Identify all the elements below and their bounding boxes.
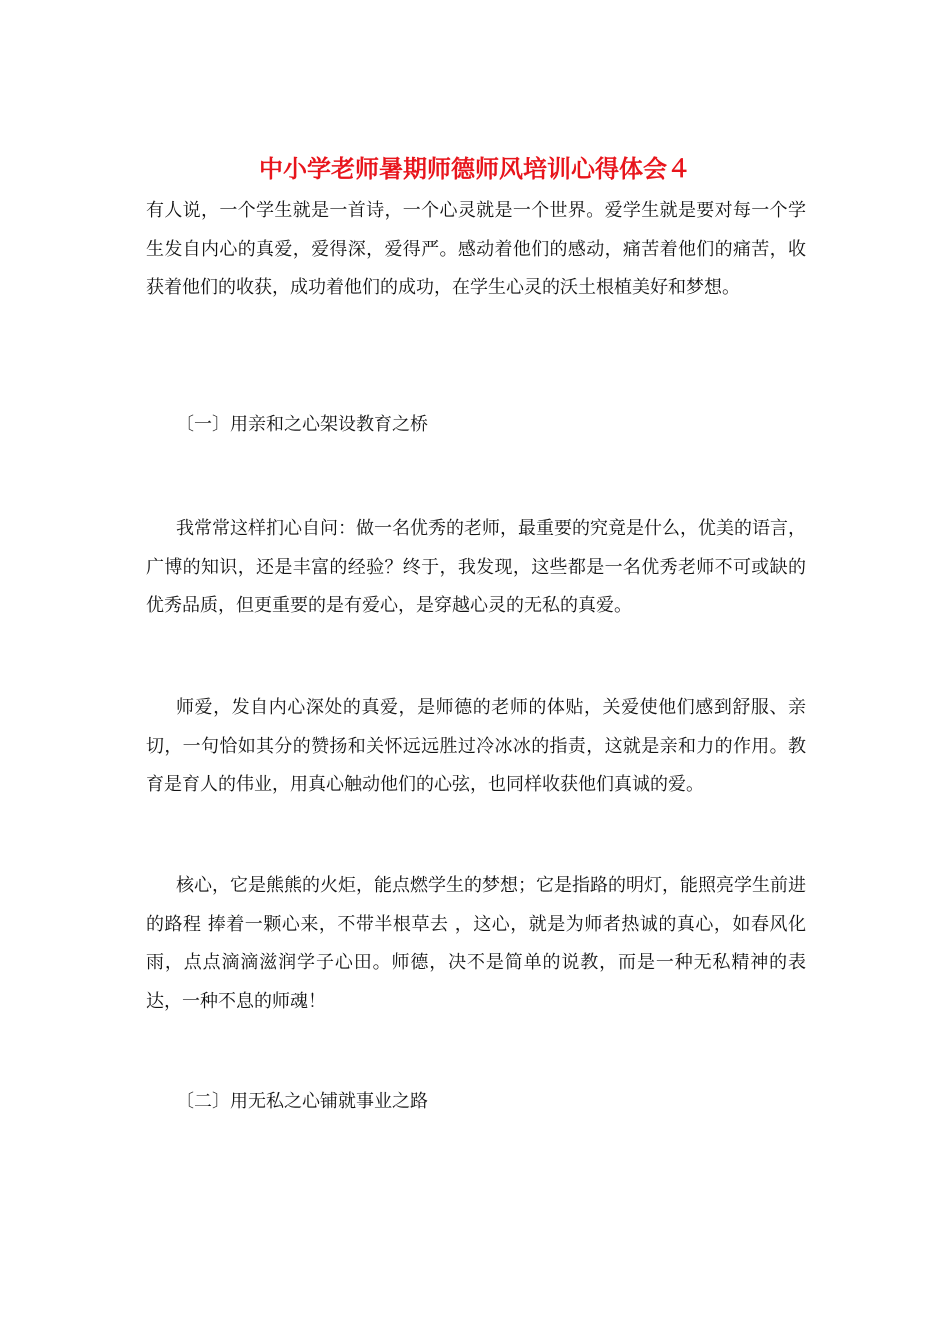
paragraph-core: 核心，它是熊熊的火炬，能点燃学生的梦想；它是指路的明灯，能照亮学生前进的路程 捧着一颗心来，不带半根草去 ，这心，就是为师者热诚的真心，如春风化雨，点点滴滴滋润学子心田。师德，决不是简单的说教，而是一种无私精神的表达，一种不息的师魂！ bbox=[146, 875, 806, 1012]
paragraph-teacher-love: 师爱，发自内心深处的真爱，是师德的老师的体贴，关爱使他们感到舒服、亲切，一句恰如其分的赞扬和关怀远远胜过冷冰冰的指责，这就是亲和力的作用。教育是育人的伟业，用真心触动他们的心弦，也同样收获他们真诚的爱。 bbox=[146, 697, 806, 795]
paragraph-intro: 有人说，一个学生就是一首诗，一个心灵就是一个世界。爱学生就是要对每一个学生发自内心的真爱，爱得深，爱得严。感动着他们的感动，痛苦着他们的痛苦，收获着他们的收获，成功着他们的成功，在学生心灵的沃土根植美好和梦想。 bbox=[146, 200, 806, 298]
page-title: 中小学老师暑期师德师风培训心得体会４ bbox=[259, 154, 691, 183]
section-heading-1: 〔一〕用亲和之心架设教育之桥 bbox=[176, 414, 428, 435]
section-heading-2: 〔二〕用无私之心铺就事业之路 bbox=[176, 1091, 428, 1112]
paragraph-reflection: 我常常这样扪心自问：做一名优秀的老师，最重要的究竟是什么，优美的语言，广博的知识，还是丰富的经验？终于，我发现，这些都是一名优秀老师不可或缺的优秀品质，但更重要的是有爱心，是穿越心灵的无私的真爱。 bbox=[146, 518, 806, 616]
